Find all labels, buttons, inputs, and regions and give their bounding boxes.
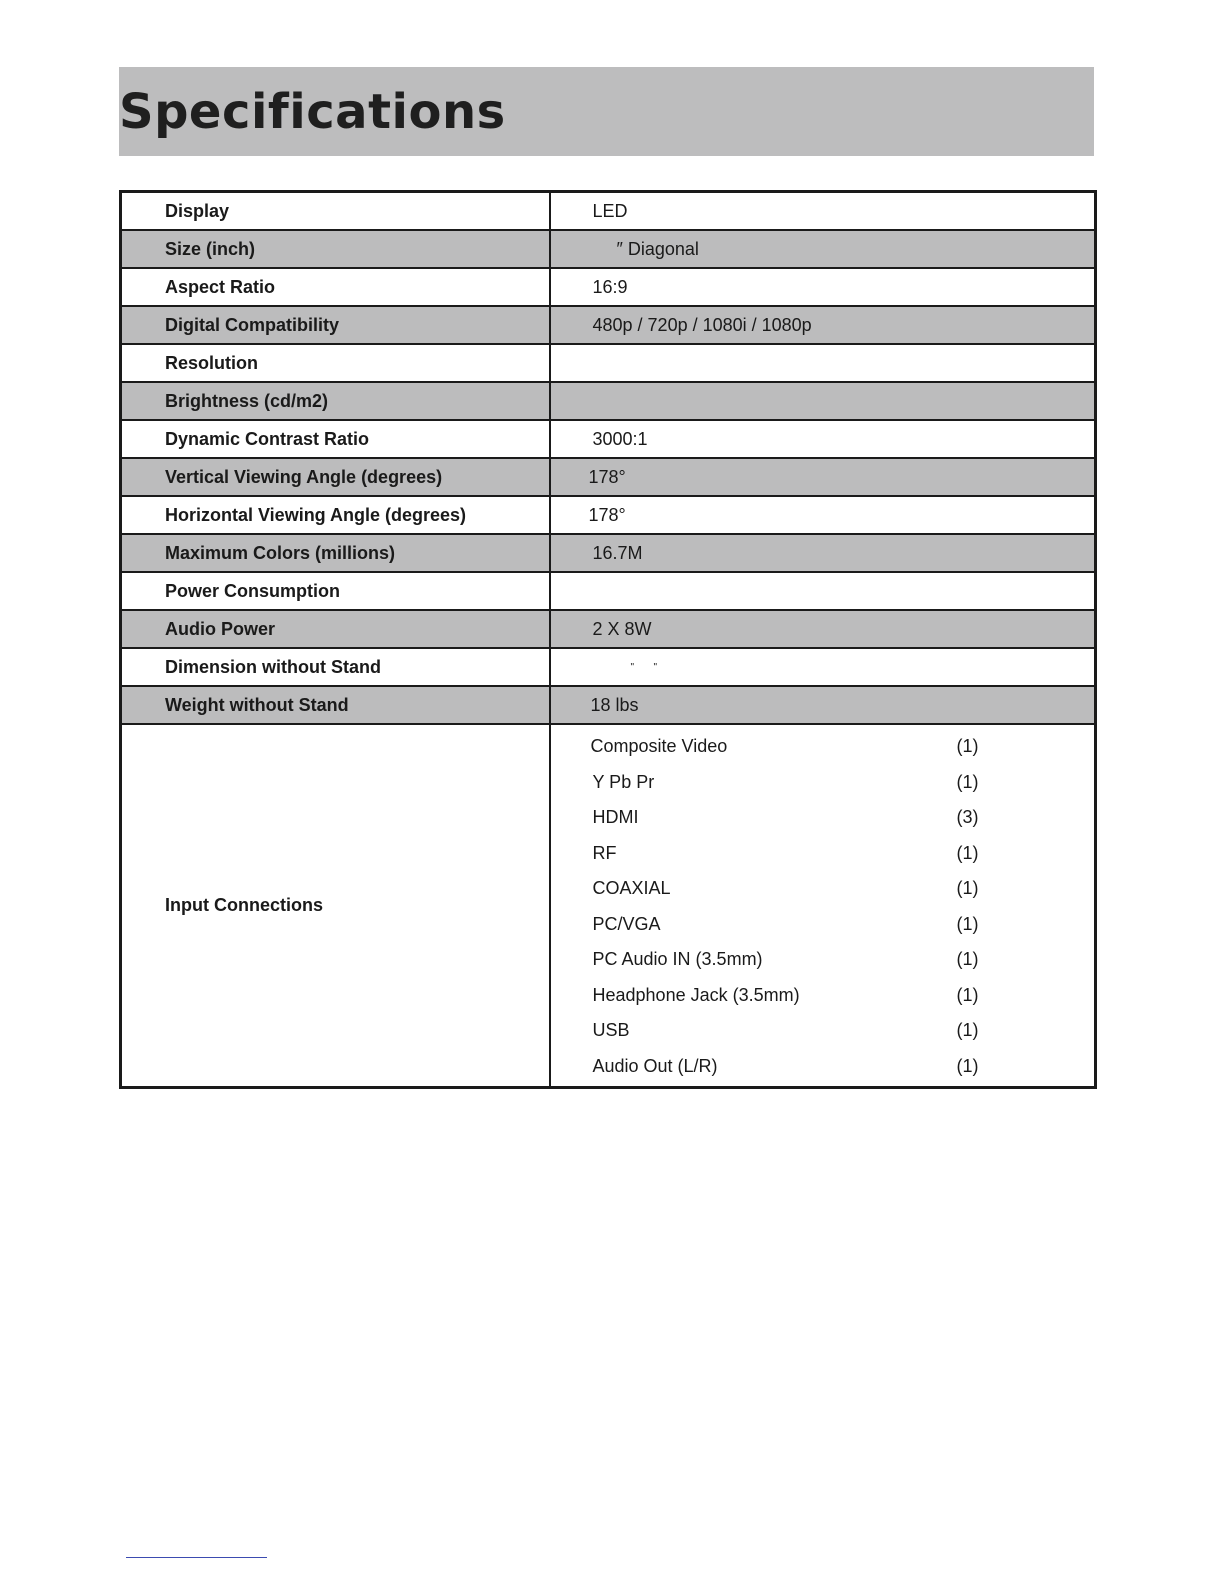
input-connections-cell <box>550 724 1096 1088</box>
list-item <box>551 907 1095 943</box>
list-item <box>551 765 1095 801</box>
spec-label: Digital Compatibility <box>121 306 550 344</box>
connection-name: RF <box>592 842 617 863</box>
input-connections-list <box>551 725 1095 1086</box>
connection-count: (1) <box>956 949 979 969</box>
spec-label: Resolution <box>121 344 550 382</box>
spec-row-resolution <box>121 344 1096 382</box>
spec-label: Display <box>121 192 550 231</box>
connection-count: (1) <box>956 771 979 792</box>
connection-count: (1) <box>956 913 979 934</box>
spec-label: Audio Power <box>121 610 550 648</box>
spec-value <box>550 382 1096 420</box>
list-item <box>551 871 1095 907</box>
connection-name: PC/VGA <box>592 913 661 934</box>
spec-label: Size (inch) <box>121 230 550 268</box>
spec-value: 178° <box>550 458 1096 496</box>
connection-count: (1) <box>956 984 979 1005</box>
spec-row-digital-compatibility <box>121 306 1096 344</box>
connection-name: USB <box>592 1020 630 1040</box>
spec-row-vertical-viewing-angle <box>121 458 1096 496</box>
spec-label: Power Consumption <box>121 572 550 610</box>
connection-count: (1) <box>956 878 979 898</box>
spec-label: Weight without Stand <box>121 686 550 724</box>
spec-label: Aspect Ratio <box>121 268 550 306</box>
spec-value <box>550 344 1096 382</box>
list-item <box>551 1049 1095 1085</box>
spec-row-input-connections <box>121 724 1096 1088</box>
connection-count: (1) <box>956 1055 979 1076</box>
spec-row-brightness <box>121 382 1096 420</box>
spec-label: Input Connections <box>121 724 550 1088</box>
footer-link-underline <box>126 1557 267 1558</box>
page-title: Specifications <box>119 84 506 140</box>
connection-name: COAXIAL <box>592 878 671 898</box>
spec-value: 178° <box>550 496 1096 534</box>
spec-value: ″ Diagonal <box>550 230 1096 268</box>
spec-value: 480p / 720p / 1080i / 1080p <box>550 306 1096 344</box>
spec-row-power-consumption <box>121 572 1096 610</box>
spec-label: Maximum Colors (millions) <box>121 534 550 572</box>
connection-name: PC Audio IN (3.5mm) <box>592 949 763 969</box>
spec-row-maximum-colors <box>121 534 1096 572</box>
spec-value: 18 lbs <box>550 686 1096 724</box>
connection-count: (3) <box>956 807 979 827</box>
spec-value: 16:9 <box>550 268 1096 306</box>
spec-row-size <box>121 230 1096 268</box>
connection-count: (1) <box>956 736 979 756</box>
connection-name: Audio Out (L/R) <box>592 1055 718 1076</box>
spec-row-audio-power <box>121 610 1096 648</box>
spec-value: 16.7M <box>550 534 1096 572</box>
spec-value: " " <box>550 648 1096 686</box>
connection-count: (1) <box>956 1020 979 1040</box>
spec-label: Vertical Viewing Angle (degrees) <box>121 458 550 496</box>
list-item <box>551 942 1095 978</box>
spec-row-dimension <box>121 648 1096 686</box>
spec-row-weight <box>121 686 1096 724</box>
spec-row-aspect-ratio <box>121 268 1096 306</box>
spec-value: LED <box>550 192 1096 231</box>
spec-label: Horizontal Viewing Angle (degrees) <box>121 496 550 534</box>
list-item <box>551 978 1095 1014</box>
spec-row-display <box>121 192 1096 231</box>
specifications-table <box>119 190 1097 1089</box>
spec-label: Dynamic Contrast Ratio <box>121 420 550 458</box>
spec-row-horizontal-viewing-angle <box>121 496 1096 534</box>
connection-name: HDMI <box>592 807 639 827</box>
list-item <box>551 800 1095 836</box>
connection-count: (1) <box>956 842 979 863</box>
list-item <box>551 1013 1095 1049</box>
list-item <box>551 836 1095 872</box>
connection-name: Headphone Jack (3.5mm) <box>592 984 800 1005</box>
connection-name: Composite Video <box>590 736 728 756</box>
spec-label: Dimension without Stand <box>121 648 550 686</box>
spec-value <box>550 572 1096 610</box>
connection-name: Y Pb Pr <box>592 771 655 792</box>
spec-label: Brightness (cd/m2) <box>121 382 550 420</box>
spec-value: 2 X 8W <box>550 610 1096 648</box>
list-item <box>551 729 1095 765</box>
spec-value: 3000:1 <box>550 420 1096 458</box>
spec-row-contrast-ratio <box>121 420 1096 458</box>
